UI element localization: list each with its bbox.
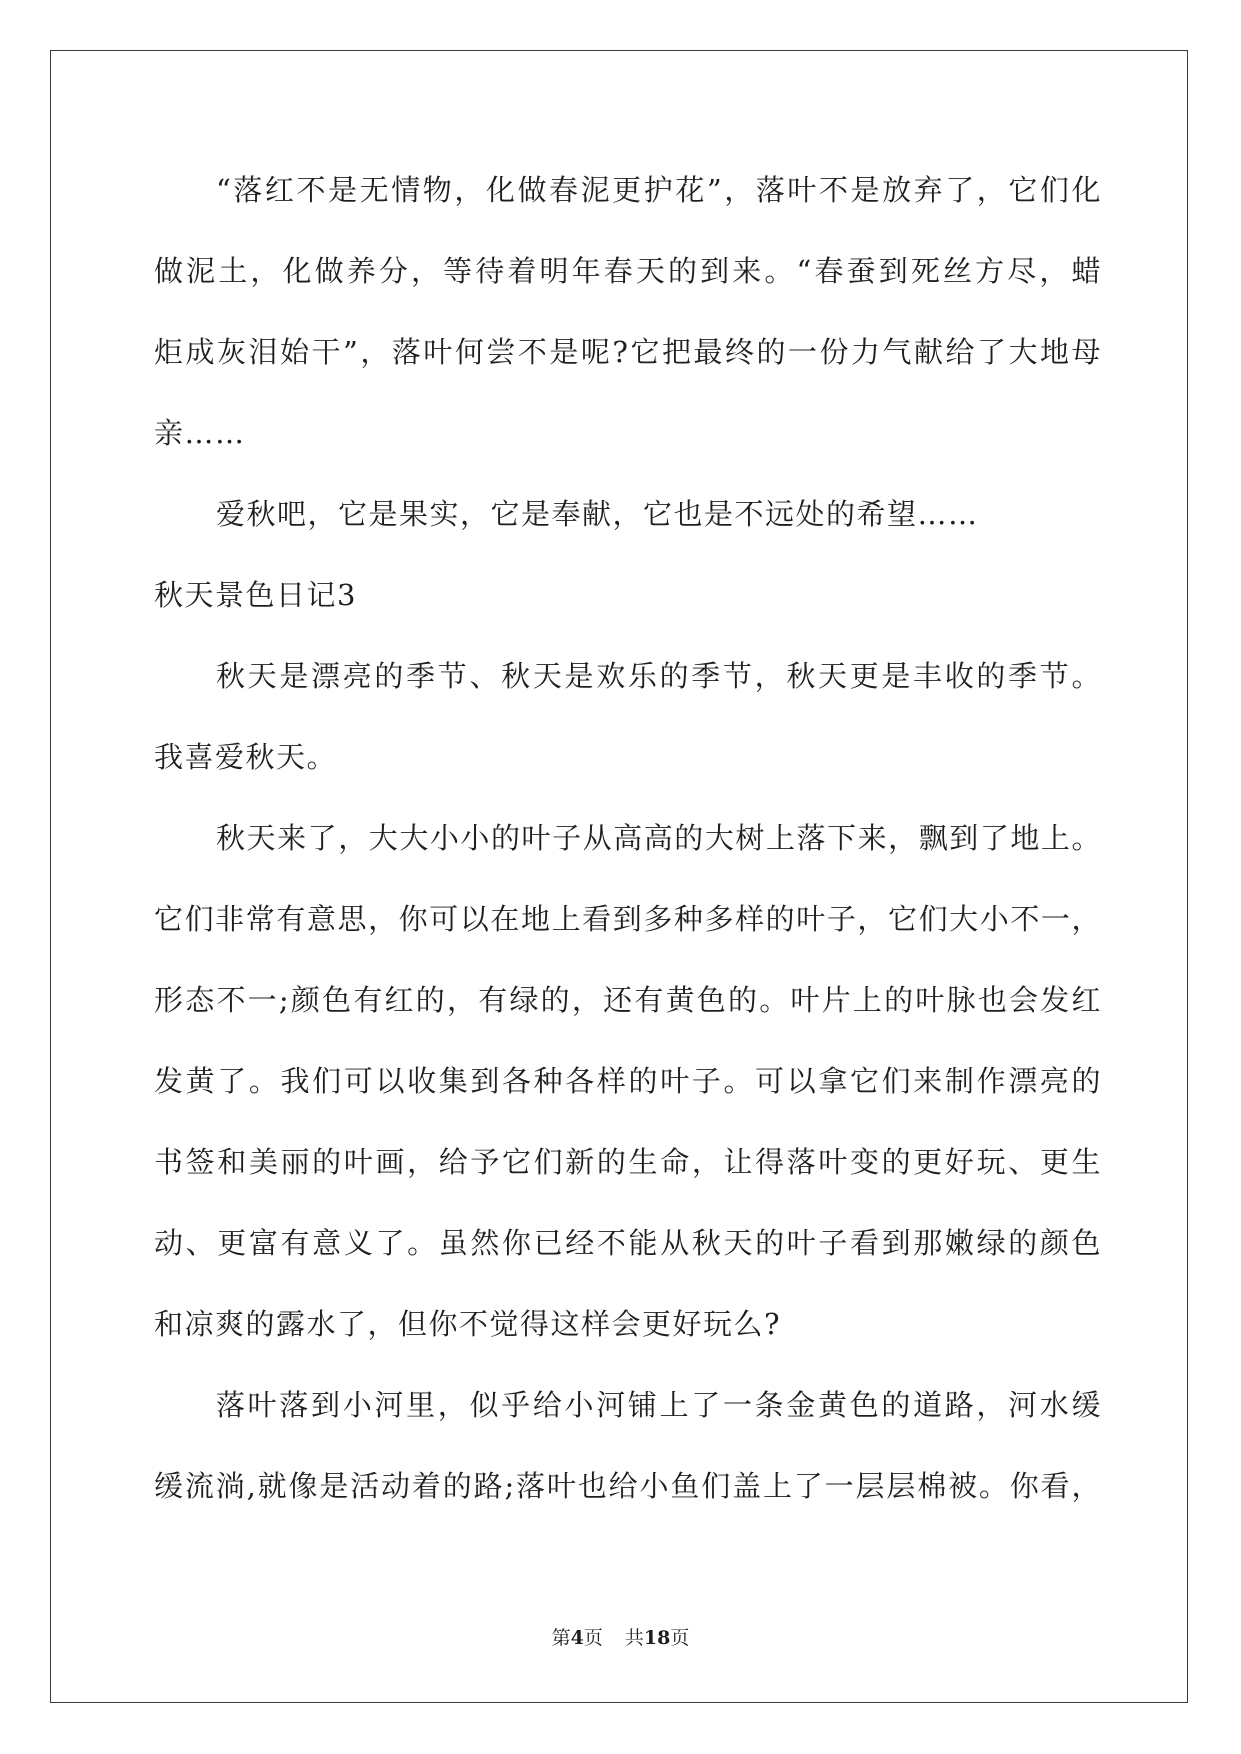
- text-line: 亲……: [154, 416, 246, 450]
- total-label-post: 页: [670, 1627, 690, 1649]
- page-footer: [0, 1626, 1241, 1650]
- paragraph: [154, 474, 1102, 555]
- text-line: “落红不是无情物，化做春泥更护花”，落叶不是放弃了，它们化: [216, 173, 1102, 207]
- total-pages-indicator: [625, 1627, 689, 1649]
- text-line: 秋天是漂亮的季节、秋天是欢乐的季节，秋天更是丰收的季节。: [216, 659, 1102, 693]
- text-line: 秋天来了，大大小小的叶子从高高的大树上落下来，飘到了地上。: [216, 821, 1102, 855]
- text-line: 发黄了。我们可以收集到各种各样的叶子。可以拿它们来制作漂亮的: [154, 1064, 1102, 1098]
- paragraph: [154, 636, 1102, 798]
- paragraph: [154, 798, 1102, 1365]
- text-line: 落叶落到小河里，似乎给小河铺上了一条金黄色的道路，河水缓: [216, 1388, 1102, 1422]
- section-heading: 秋天景色日记3: [154, 578, 357, 612]
- text-line: 书签和美丽的叶画，给予它们新的生命，让得落叶变的更好玩、更生: [154, 1145, 1102, 1179]
- text-line: 缓流淌,就像是活动着的路;落叶也给小鱼们盖上了一层层棉被。你看，: [154, 1469, 1102, 1503]
- page-label-post: 页: [583, 1627, 603, 1649]
- text-line: 动、更富有意义了。虽然你已经不能从秋天的叶子看到那嫩绿的颜色: [154, 1226, 1102, 1260]
- page-number: 4: [570, 1627, 584, 1649]
- text-line: 炬成灰泪始干”，落叶何尝不是呢?它把最终的一份力气献给了大地母: [154, 335, 1102, 369]
- document-body: [154, 150, 1102, 1527]
- text-line: 爱秋吧，它是果实，它是奉献，它也是不远处的希望……: [216, 497, 979, 531]
- page-label-pre: 第: [551, 1627, 571, 1649]
- total-label-pre: 共: [624, 1627, 644, 1649]
- total-pages: 18: [643, 1627, 671, 1649]
- text-line: 和凉爽的露水了，但你不觉得这样会更好玩么?: [154, 1307, 782, 1341]
- paragraph: [154, 1365, 1102, 1527]
- page-indicator: [552, 1627, 603, 1649]
- text-line: 它们非常有意思，你可以在地上看到多种多样的叶子，它们大小不一，: [154, 902, 1102, 936]
- text-line: 形态不一;颜色有红的，有绿的，还有黄色的。叶片上的叶脉也会发红: [154, 983, 1102, 1017]
- text-line: 做泥土，化做养分，等待着明年春天的到来。“春蚕到死丝方尽，蜡: [154, 254, 1102, 288]
- paragraph: [154, 150, 1102, 474]
- text-line: 我喜爱秋天。: [154, 740, 338, 774]
